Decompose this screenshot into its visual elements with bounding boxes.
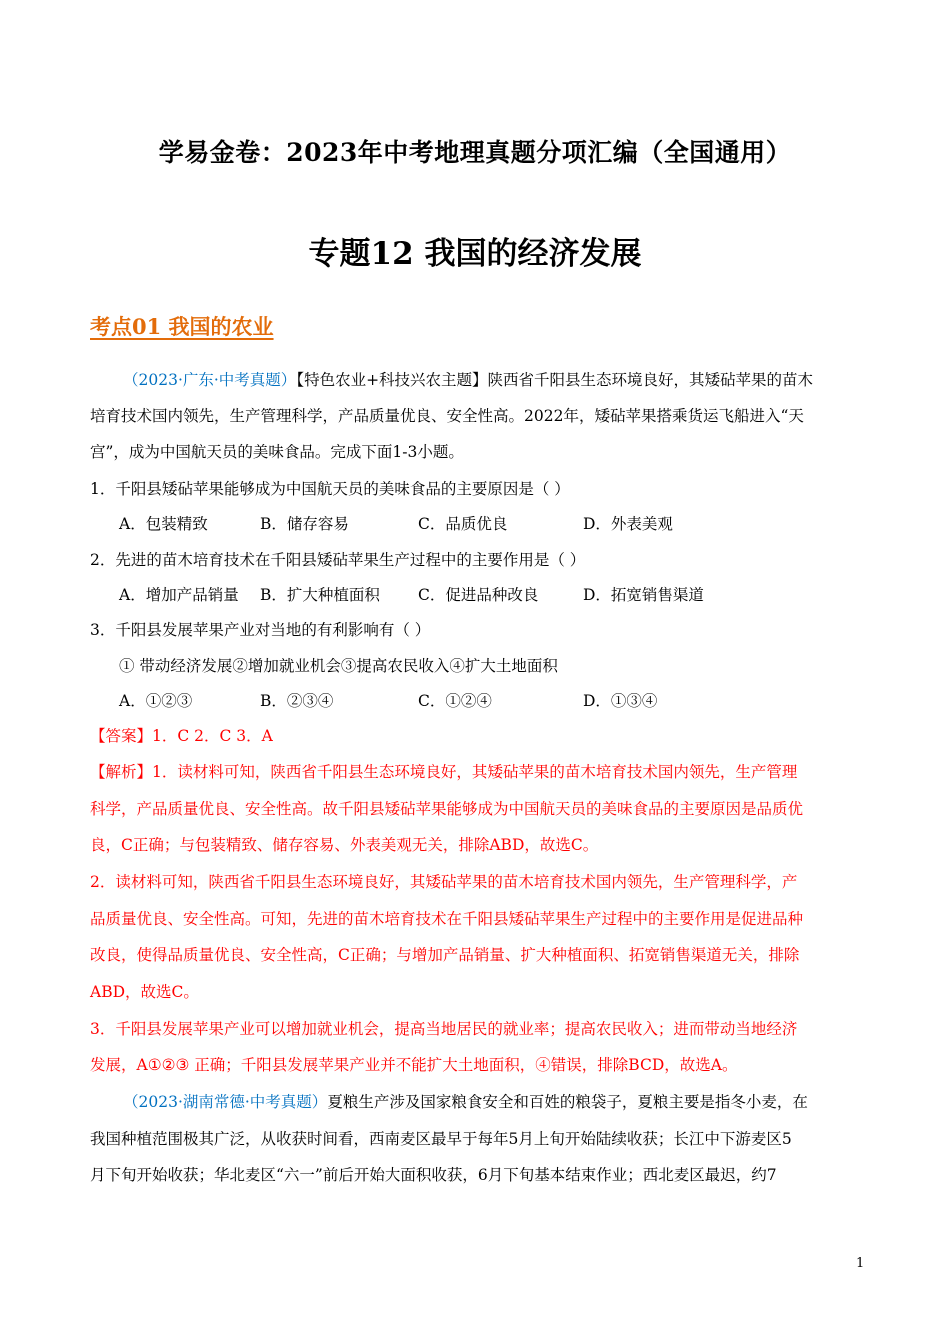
passage2-line2: 我国种植范围极其广泛，从收获时间看，西南麦区最早于每年5月上旬开始陆续收获；长江中下游麦区5 [90, 1130, 792, 1148]
question-3-sub: ① 带动经济发展②增加就业机会③提高农民收入④扩大土地面积 [119, 657, 558, 675]
question-2-option-d: D．拓宽销售渠道 [583, 586, 704, 604]
question-1-option-c: C．品质优良 [418, 515, 508, 533]
passage2-line3: 月下旬开始收获；华北麦区“六一”前后开始大面积收获，6月下旬基本结束作业；西北麦区最迟，约7 [90, 1166, 777, 1184]
analysis-line: 品质量优良、安全性高。可知，先进的苗木培育技术在千阳县矮砧苹果生产过程中的主要作用是促进品种 [90, 910, 804, 928]
analysis-line: 2．读材料可知，陕西省千阳县生态环境良好，其矮砧苹果的苗木培育技术国内领先，生产管理科学，产 [90, 873, 798, 891]
question-2-stem: 2．先进的苗木培育技术在千阳县矮砧苹果生产过程中的主要作用是（ ） [90, 551, 586, 569]
analysis-line: 科学，产品质量优良、安全性高。故千阳县矮砧苹果能够成为中国航天员的美味食品的主要原因是品质优 [90, 800, 804, 818]
passage1-line1: （2023·广东·中考真题）【特色农业+科技兴农主题】陕西省千阳县生态环境良好，其矮砧苹果的苗木 [123, 371, 814, 389]
page-number: 1 [856, 1256, 865, 1271]
passage1-source: （2023·广东·中考真题） [123, 371, 297, 389]
passage2-source: （2023·湖南常德·中考真题） [123, 1093, 328, 1111]
question-3-option-a: A．①②③ [119, 692, 193, 710]
question-1-option-b: B．储存容易 [260, 515, 349, 533]
question-2-option-a: A．增加产品销量 [119, 586, 239, 604]
topic-title: 专题12 我国的经济发展 [308, 236, 642, 272]
analysis-line: 良，C正确；与包装精致、储存容易、外表美观无关，排除ABD，故选C。 [90, 836, 599, 854]
analysis-line: ABD，故选C。 [90, 983, 199, 1001]
analysis-line: 3．千阳县发展苹果产业可以增加就业机会，提高当地居民的就业率；提高农民收入；进而带动当地经济 [90, 1020, 798, 1038]
question-1-option-d: D．外表美观 [583, 515, 673, 533]
question-2-option-b: B．扩大种植面积 [260, 586, 380, 604]
question-3-option-b: B．②③④ [260, 692, 334, 710]
question-1-stem: 1．千阳县矮砧苹果能够成为中国航天员的美味食品的主要原因是（ ） [90, 480, 570, 498]
page-title: 学易金卷：2023年中考地理真题分项汇编（全国通用） [158, 138, 792, 167]
question-1-option-a: A．包装精致 [119, 515, 208, 533]
question-3-option-c: C．①②④ [418, 692, 492, 710]
section-heading: 考点01 我国的农业 [90, 314, 274, 339]
question-2-option-c: C．促进品种改良 [418, 586, 539, 604]
answer: 【答案】1．C 2．C 3．A [90, 727, 273, 745]
passage1-line3: 宫”，成为中国航天员的美味食品。完成下面1-3小题。 [90, 443, 464, 461]
passage2-line1: （2023·湖南常德·中考真题）夏粮生产涉及国家粮食安全和百姓的粮袋子，夏粮主要是指冬小麦，在 [123, 1093, 808, 1111]
question-3-option-d: D．①③④ [583, 692, 658, 710]
analysis-line: 发展，A①②③ 正确；千阳县发展苹果产业并不能扩大土地面积，④错误，排除BCD，故选A。 [90, 1056, 738, 1074]
question-3-stem: 3．千阳县发展苹果产业对当地的有利影响有（ ） [90, 621, 431, 639]
passage1-line2: 培育技术国内领先，生产管理科学，产品质量优良、安全性高。2022年，矮砧苹果搭乘货运飞船进入“天 [90, 407, 804, 425]
analysis-line: 【解析】1．读材料可知，陕西省千阳县生态环境良好，其矮砧苹果的苗木培育技术国内领先，生产管理 [90, 763, 798, 781]
analysis-line: 改良，使得品质量优良、安全性高，C正确；与增加产品销量、扩大种植面积、拓宽销售渠道无关，排除 [90, 946, 800, 964]
